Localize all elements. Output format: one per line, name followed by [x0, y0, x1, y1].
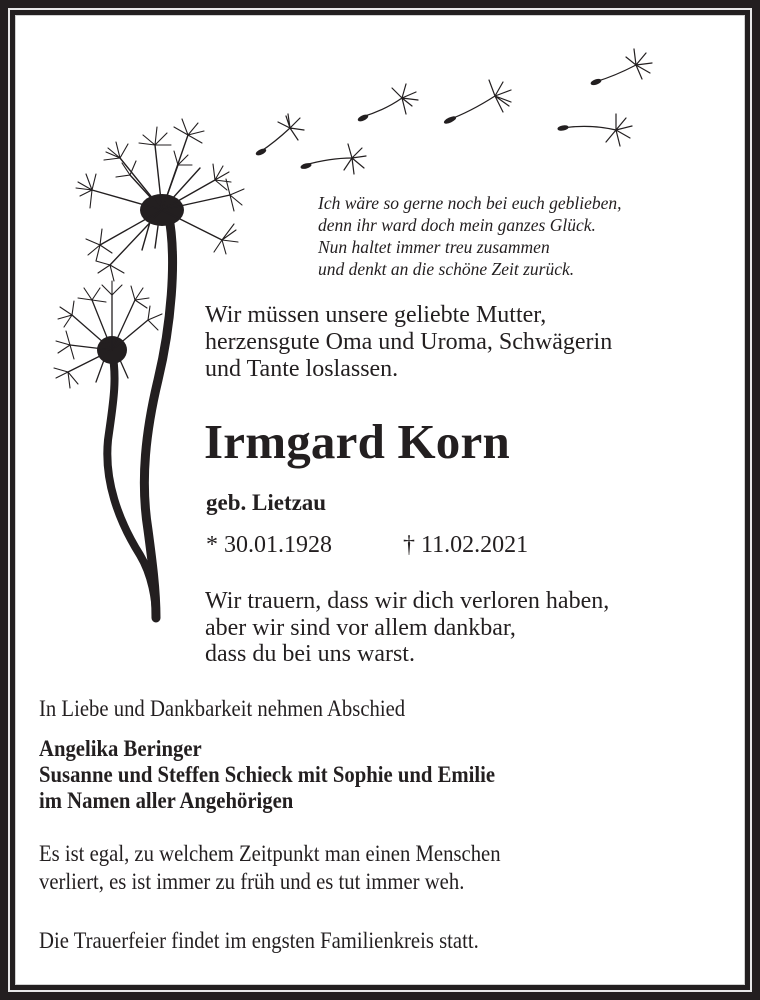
deceased-name: Irmgard Korn — [204, 414, 510, 469]
poem-line: Nun haltet immer treu zusammen — [318, 237, 550, 257]
poem-line: denn ihr ward doch mein ganzes Glück. — [318, 215, 596, 235]
intro-text — [205, 302, 612, 383]
poem-line: Ich wäre so gerne noch bei euch geblieben, — [318, 193, 622, 213]
poem — [318, 192, 622, 280]
intro-line: Wir müssen unsere geliebte Mutter, — [205, 302, 547, 328]
grief-line: Wir trauern, dass wir dich verloren haben, — [205, 588, 610, 614]
grief-text — [205, 588, 609, 668]
flying-seeds — [256, 49, 652, 174]
life-dates — [206, 532, 529, 559]
death-date: † 11.02.2021 — [403, 532, 529, 558]
mourner: im Namen aller Angehörigen — [39, 788, 294, 813]
intro-line: und Tante loslassen. — [205, 356, 399, 382]
mourners-list — [39, 736, 495, 814]
grief-line: aber wir sind vor allem dankbar, — [205, 614, 516, 641]
outer-frame — [8, 8, 752, 992]
poem-line: und denkt an die schöne Zeit zurück. — [318, 259, 575, 279]
notice-panel — [12, 12, 748, 988]
mourner: Susanne und Steffen Schieck mit Sophie und Emilie — [39, 762, 496, 787]
mourner: Angelika Beringer — [39, 736, 202, 761]
quote-line: Es ist egal, zu welchem Zeitpunkt man einen Menschen — [39, 841, 501, 866]
farewell-line: In Liebe und Dankbarkeit nehmen Abschied — [39, 696, 406, 721]
funeral-note: Die Trauerfeier findet im engsten Familienkreis statt. — [39, 928, 479, 953]
intro-line: herzensgute Oma und Uroma, Schwägerin — [205, 329, 613, 355]
birth-date: * 30.01.1928 — [206, 532, 332, 558]
quote-line: verliert, es ist immer zu früh und es tut immer weh. — [39, 869, 465, 894]
closing-quote — [39, 840, 501, 896]
birth-name: geb. Lietzau — [206, 490, 327, 515]
grief-line: dass du bei uns warst. — [205, 641, 415, 667]
